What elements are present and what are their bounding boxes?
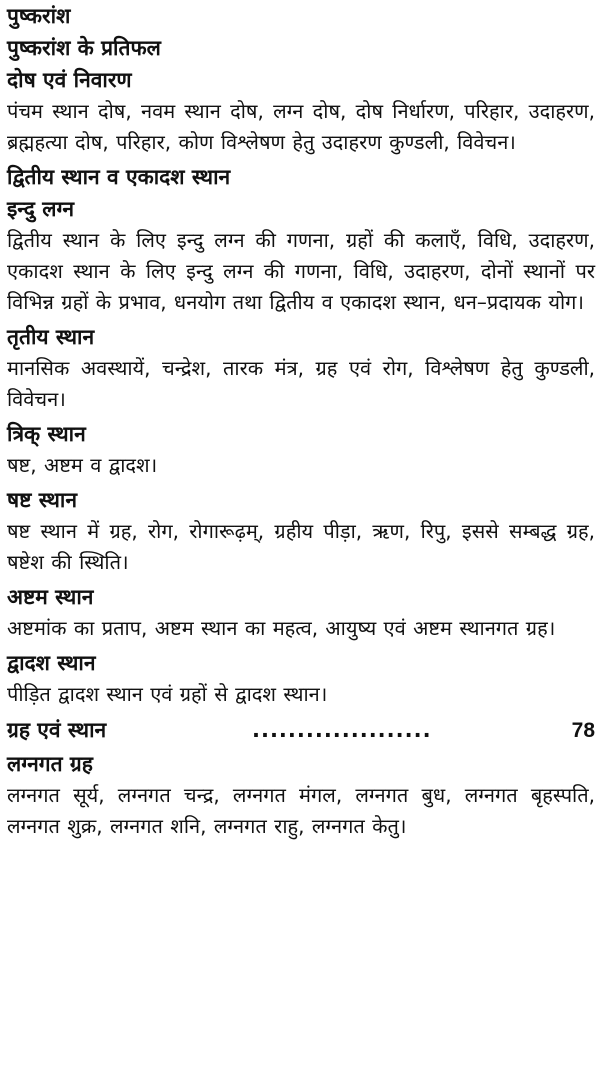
paragraph-sixth-house: षष्ट स्थान में ग्रह, रोग, रोगारूढ़म्, ग्रहीय पीड़ा, ऋण, रिपु, इससे सम्बद्ध ग्रह, षष्टेश की स्थिति।: [7, 519, 595, 574]
toc-leader-dots: ....................: [252, 718, 432, 742]
toc-entry-title: ग्रह एवं स्थान: [7, 718, 107, 742]
document-page: [7, 0, 595, 845]
paragraph-eighth-house: अष्टमांक का प्रताप, अष्टम स्थान का महत्व, आयुष्य एवं अष्टम स्थानगत ग्रह।: [7, 616, 556, 640]
heading-lagnagat-grah: लग्नगत ग्रह: [7, 752, 93, 776]
heading-dosh-nivaran: दोष एवं निवारण: [7, 68, 132, 92]
toc-page-number: 78: [571, 719, 595, 742]
heading-pushkaransh-results: पुष्करांश के प्रतिफल: [7, 36, 161, 60]
paragraph-third-house: मानसिक अवस्थायें, चन्द्रेश, तारक मंत्र, ग्रह एवं रोग, विश्लेषण हेतु कुण्डली, विवेचन।: [7, 356, 595, 411]
paragraph-twelfth-house: पीड़ित द्वादश स्थान एवं ग्रहों से द्वादश स्थान।: [7, 682, 328, 706]
toc-entry-grah-evam-sthan: [7, 713, 595, 748]
heading-third-house: तृतीय स्थान: [7, 325, 95, 349]
heading-sixth-house: षष्ट स्थान: [7, 488, 77, 512]
heading-second-eleventh-house: द्वितीय स्थान व एकादश स्थान: [7, 165, 231, 189]
heading-pushkaransh: पुष्करांश: [7, 4, 71, 28]
heading-indu-lagna: इन्दु लग्न: [7, 197, 75, 221]
paragraph-indu-lagna: द्वितीय स्थान के लिए इन्दु लग्न की गणना, ग्रहों की कलाएँ, विधि, उदाहरण, एकादश स्थान के लिए इन्दु लग्न की गणना, विधि, उदाहरण, दोनों स्थानों पर विभिन्न ग्रहों के प्रभाव, धनयोग तथा द्वितीय व एकादश स्थान, धन–प्रदायक योग।: [7, 228, 595, 314]
heading-twelfth-house: द्वादश स्थान: [7, 651, 96, 675]
paragraph-trik-house: षष्ट, अष्टम व द्वादश।: [7, 453, 158, 477]
heading-eighth-house: अष्टम स्थान: [7, 585, 94, 609]
heading-trik-house: त्रिक् स्थान: [7, 422, 86, 446]
paragraph-dosh-nivaran: पंचम स्थान दोष, नवम स्थान दोष, लग्न दोष, दोष निर्धारण, परिहार, उदाहरण, ब्रह्महत्या दोष, परिहार, कोण विश्लेषण हेतु उदाहरण कुण्डली, विवेचन।: [7, 99, 595, 154]
paragraph-lagnagat-grah: लग्नगत सूर्य, लग्नगत चन्द्र, लग्नगत मंगल, लग्नगत बुध, लग्नगत बृहस्पति, लग्नगत शुक्र, लग्नगत शनि, लग्नगत राहु, लग्नगत केतु।: [7, 783, 595, 838]
